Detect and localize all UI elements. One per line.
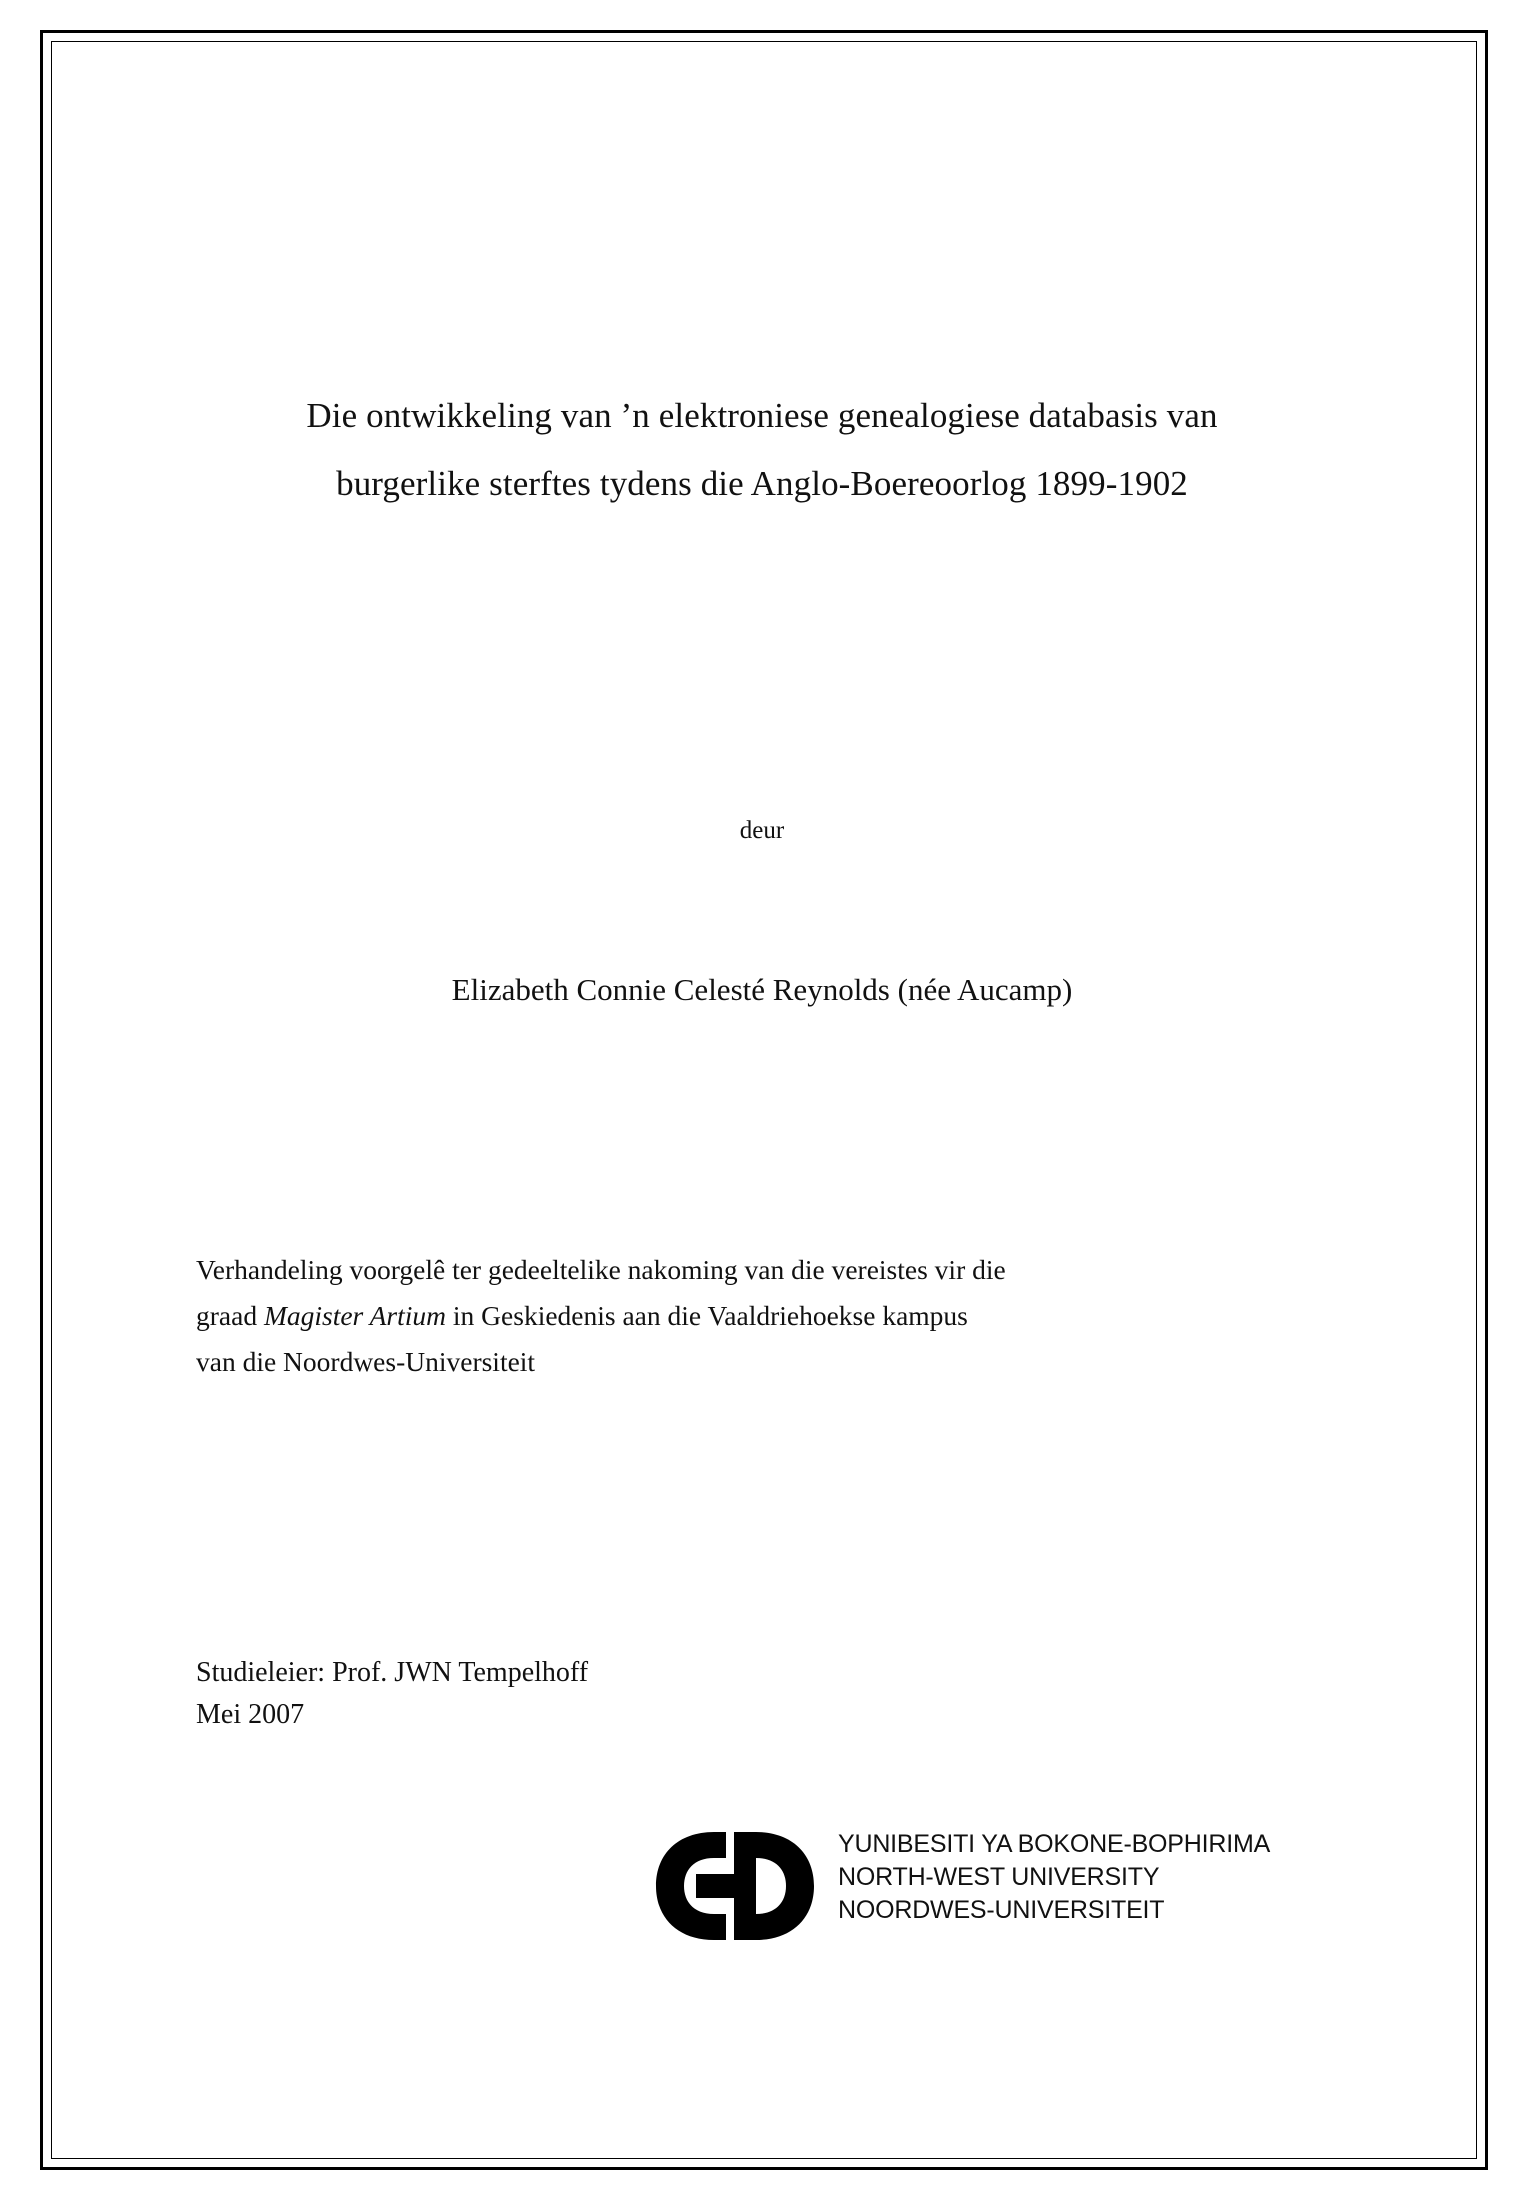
university-logo [522,1822,1271,1952]
degree-statement-line-3: van die Noordwes-Universiteit [196,1346,536,1377]
logo-wordmark [838,1828,1270,1927]
degree-statement-line-2-pre: graad [196,1300,264,1331]
degree-statement-line-2 [196,1293,1334,1339]
page-title [192,382,1332,518]
degree-name: Magister Artium [263,1300,447,1331]
logo-line-3: NOORDWES-UNIVERSITEIT [838,1896,1165,1924]
title-line-1: Die ontwikkeling van ’n elektroniese genealogiese databasis van [306,396,1218,435]
supervisor-and-date [196,1652,1096,1736]
page-inner-border [51,41,1477,2159]
degree-statement-line-1: Verhandeling voorgelê ter gedeeltelike nakoming van die vereistes vir die [196,1254,1006,1285]
date-line: Mei 2007 [196,1699,305,1730]
degree-statement [196,1247,1334,1385]
logo-line-2: NORTH-WEST UNIVERSITY [838,1863,1160,1891]
degree-statement-line-2-post: in Geskiedenis aan die Vaaldriehoekse kampus [446,1300,968,1331]
logo-line-1: YUNIBESITI YA BOKONE-BOPHIRIMA [838,1830,1271,1858]
page-border [40,30,1488,2170]
title-page-content [192,42,1332,2158]
supervisor-line: Studieleier: Prof. JWN Tempelhoff [196,1657,589,1688]
author-name: Elizabeth Connie Celesté Reynolds (née Aucamp) [451,972,1073,1007]
by-label: deur [739,817,785,844]
nwu-logo-icon [652,1830,822,1942]
title-line-2: burgerlike sterftes tydens die Anglo-Boereoorlog 1899-1902 [336,464,1188,503]
